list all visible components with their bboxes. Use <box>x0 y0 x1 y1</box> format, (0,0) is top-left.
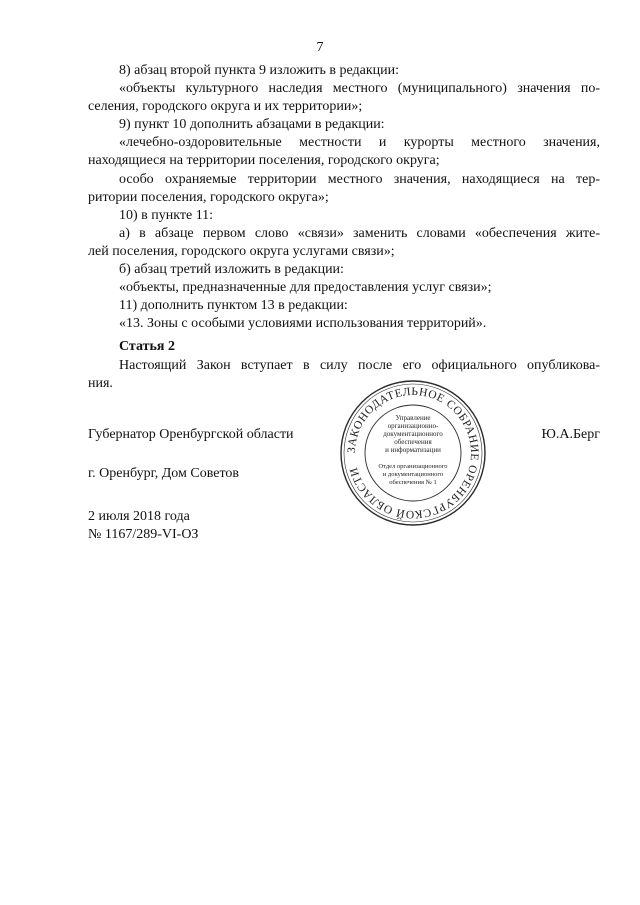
amendment-line: «объекты, предназначенные для предоставления услуг связи»; <box>119 280 492 296</box>
amendment-line: «13. Зоны с особыми условиями использования территорий». <box>119 316 487 332</box>
amendment-line: находящиеся на территории поселения, городского округа; <box>88 153 440 169</box>
seal-center-line: организационно- <box>387 422 439 430</box>
seal-center-line: обеспечения <box>394 438 432 446</box>
seal-center-line: Управление <box>395 414 431 422</box>
seal-center-line: и документационного <box>382 471 444 478</box>
amendment-line: лей поселения, городского округа услугами связи»; <box>88 243 395 259</box>
amendment-line: 8) абзац второй пункта 9 изложить в редакции: <box>119 63 399 78</box>
signatory-title: Губернатор Оренбургской области <box>88 427 294 442</box>
signatory-name: Ю.А.Берг <box>541 427 600 442</box>
official-seal <box>338 378 488 528</box>
amendment-line: 10) в пункте 11: <box>119 207 214 223</box>
amendment-line: а) в абзаце первом слово «связи» заменить словами «обеспечения жите- <box>119 225 600 241</box>
amendment-line: особо охраняемые территории местного значения, находящиеся на тер- <box>119 171 600 187</box>
law-number: № 1167/289-VI-ОЗ <box>88 527 199 542</box>
seal-center-line: и информатизации <box>385 446 441 454</box>
seal-center-line: документационного <box>383 430 443 438</box>
article-text-line: Настоящий Закон вступает в силу после его официального опубликова- <box>119 358 600 373</box>
seal-center-line: Отдел организационного <box>378 463 448 470</box>
amendment-line: селения, городского округа и их территории»; <box>88 99 363 115</box>
amendments-text <box>88 62 600 333</box>
seal-graphic <box>338 378 488 528</box>
amendment-line: б) абзац третий изложить в редакции: <box>119 262 344 278</box>
seal-ring-textpath: ЗАКОНОДАТЕЛЬНОЕ СОБРАНИЕ ОРЕНБУРГСКОЙ ОБЛАСТИ <box>345 385 481 521</box>
amendment-line: «объекты культурного наследия местного (муниципального) значения по- <box>119 81 600 97</box>
seal-center-line: обеспечения № 1 <box>389 479 437 486</box>
amendment-line: «лечебно-оздоровительные местности и курорты местного значения, <box>119 135 600 151</box>
page-number: 7 <box>316 40 324 55</box>
article-heading: Статья 2 <box>119 339 175 354</box>
place-of-signing: г. Оренбург, Дом Советов <box>88 466 239 481</box>
amendment-line: 9) пункт 10 дополнить абзацами в редакции: <box>119 117 385 133</box>
amendment-line: 11) дополнить пунктом 13 в редакции: <box>119 298 348 314</box>
amendment-line: ритории поселения, городского округа»; <box>88 189 329 205</box>
law-date: 2 июля 2018 года <box>88 509 190 524</box>
article-text-line: ния. <box>88 376 113 392</box>
law-date-number <box>88 508 198 544</box>
